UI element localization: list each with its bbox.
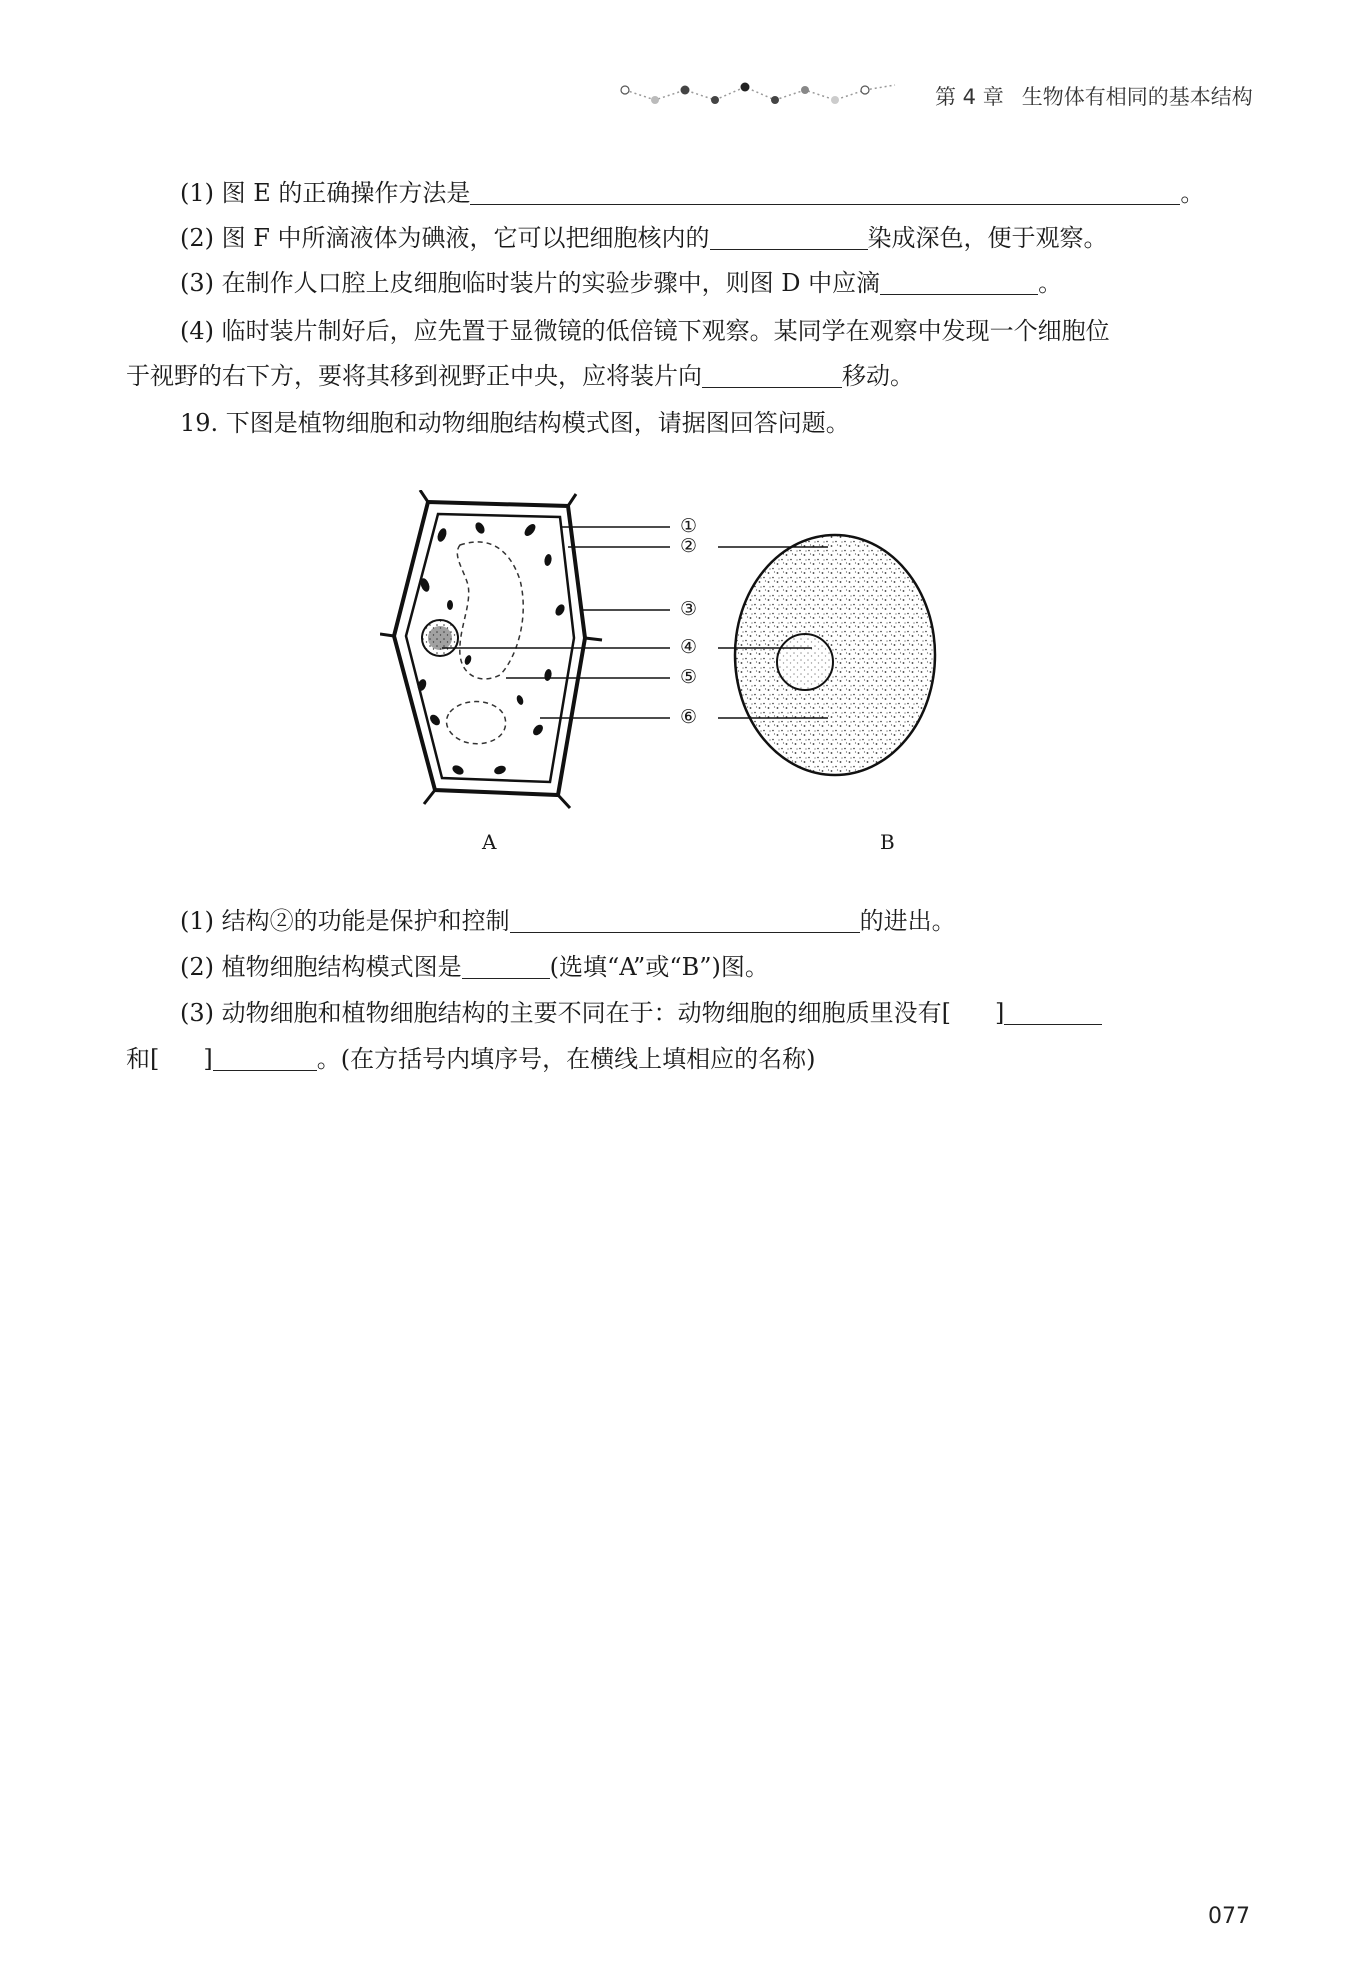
bracket-open: 和[ xyxy=(126,1045,160,1073)
answer-blank[interactable] xyxy=(710,223,868,250)
label-5: ⑤ xyxy=(680,666,698,688)
label-1: ① xyxy=(680,515,698,537)
answer-blank[interactable] xyxy=(880,268,1038,295)
q18-part4-text: 于视野的右下方，要将其移到视野正中央，应将装片向 xyxy=(126,362,702,390)
q19-part1-text: (1) 结构②的功能是保护和控制 xyxy=(180,907,510,935)
answer-blank[interactable] xyxy=(462,952,550,979)
q18-part1-text: (1) 图 E 的正确操作方法是 xyxy=(180,179,471,207)
q18-part3-end: 。 xyxy=(1038,269,1063,297)
answer-blank[interactable] xyxy=(510,906,860,933)
q19-part1 xyxy=(180,904,956,938)
q19-part2-end: (选填“A”或“B”)图。 xyxy=(549,953,769,981)
cell-a-label: A xyxy=(482,830,497,854)
label-6: ⑥ xyxy=(680,706,698,728)
q19-part3-line2 xyxy=(126,1042,815,1076)
q19-part2-text: (2) 植物细胞结构模式图是 xyxy=(180,953,462,981)
plant-cell-a xyxy=(380,490,602,808)
page-header xyxy=(615,75,1255,115)
answer-blank[interactable] xyxy=(702,361,842,388)
answer-blank[interactable] xyxy=(1004,998,1102,1025)
decorative-dots-icon xyxy=(615,75,915,115)
answer-blank[interactable] xyxy=(470,178,1180,205)
answer-blank[interactable] xyxy=(213,1044,317,1071)
q19-part3-text: (3) 动物细胞和植物细胞结构的主要不同在于：动物细胞的细胞质里没有[ xyxy=(180,999,951,1027)
q18-part4-line1: (4) 临时装片制好后，应先置于显微镜的低倍镜下观察。某同学在观察中发现一个细胞位 xyxy=(180,317,1110,345)
cell-diagram xyxy=(380,490,1040,870)
q18-part3 xyxy=(180,266,1062,300)
cell-structure-figure xyxy=(380,490,1040,870)
q19-part3-end: 。(在方括号内填序号，在横线上填相应的名称) xyxy=(316,1045,816,1073)
q19-part2 xyxy=(180,950,769,984)
label-2: ② xyxy=(680,535,698,557)
q19-stem: 19. 下图是植物细胞和动物细胞结构模式图，请据图回答问题。 xyxy=(180,409,850,437)
q19-part1-end: 的进出。 xyxy=(859,907,956,935)
bracket-close: ] xyxy=(203,1045,213,1073)
q18-part4-line2 xyxy=(126,359,914,393)
q18-part2 xyxy=(180,221,1108,255)
bracket-close: ] xyxy=(995,999,1005,1027)
animal-cell-b xyxy=(735,535,935,775)
page-number: 077 xyxy=(1208,1904,1250,1929)
q18-part2-text: (2) 图 F 中所滴液体为碘液，它可以把细胞核内的 xyxy=(180,224,710,252)
chapter-title: 生物体有相同的基本结构 xyxy=(1021,85,1253,109)
q18-part3-text: (3) 在制作人口腔上皮细胞临时装片的实验步骤中，则图 D 中应滴 xyxy=(180,269,881,297)
chapter-heading xyxy=(935,81,1253,111)
q18-part1-end: 。 xyxy=(1180,179,1205,207)
label-3: ③ xyxy=(680,598,698,620)
chapter-number: 第 4 章 xyxy=(935,85,1004,109)
cell-b-label: B xyxy=(880,830,895,854)
q18-part4-end: 移动。 xyxy=(842,362,914,390)
q19-part3-line1 xyxy=(180,996,1102,1030)
label-4: ④ xyxy=(680,636,698,658)
q18-part2-end: 染成深色，便于观察。 xyxy=(867,224,1108,252)
q18-part1 xyxy=(180,176,1204,210)
